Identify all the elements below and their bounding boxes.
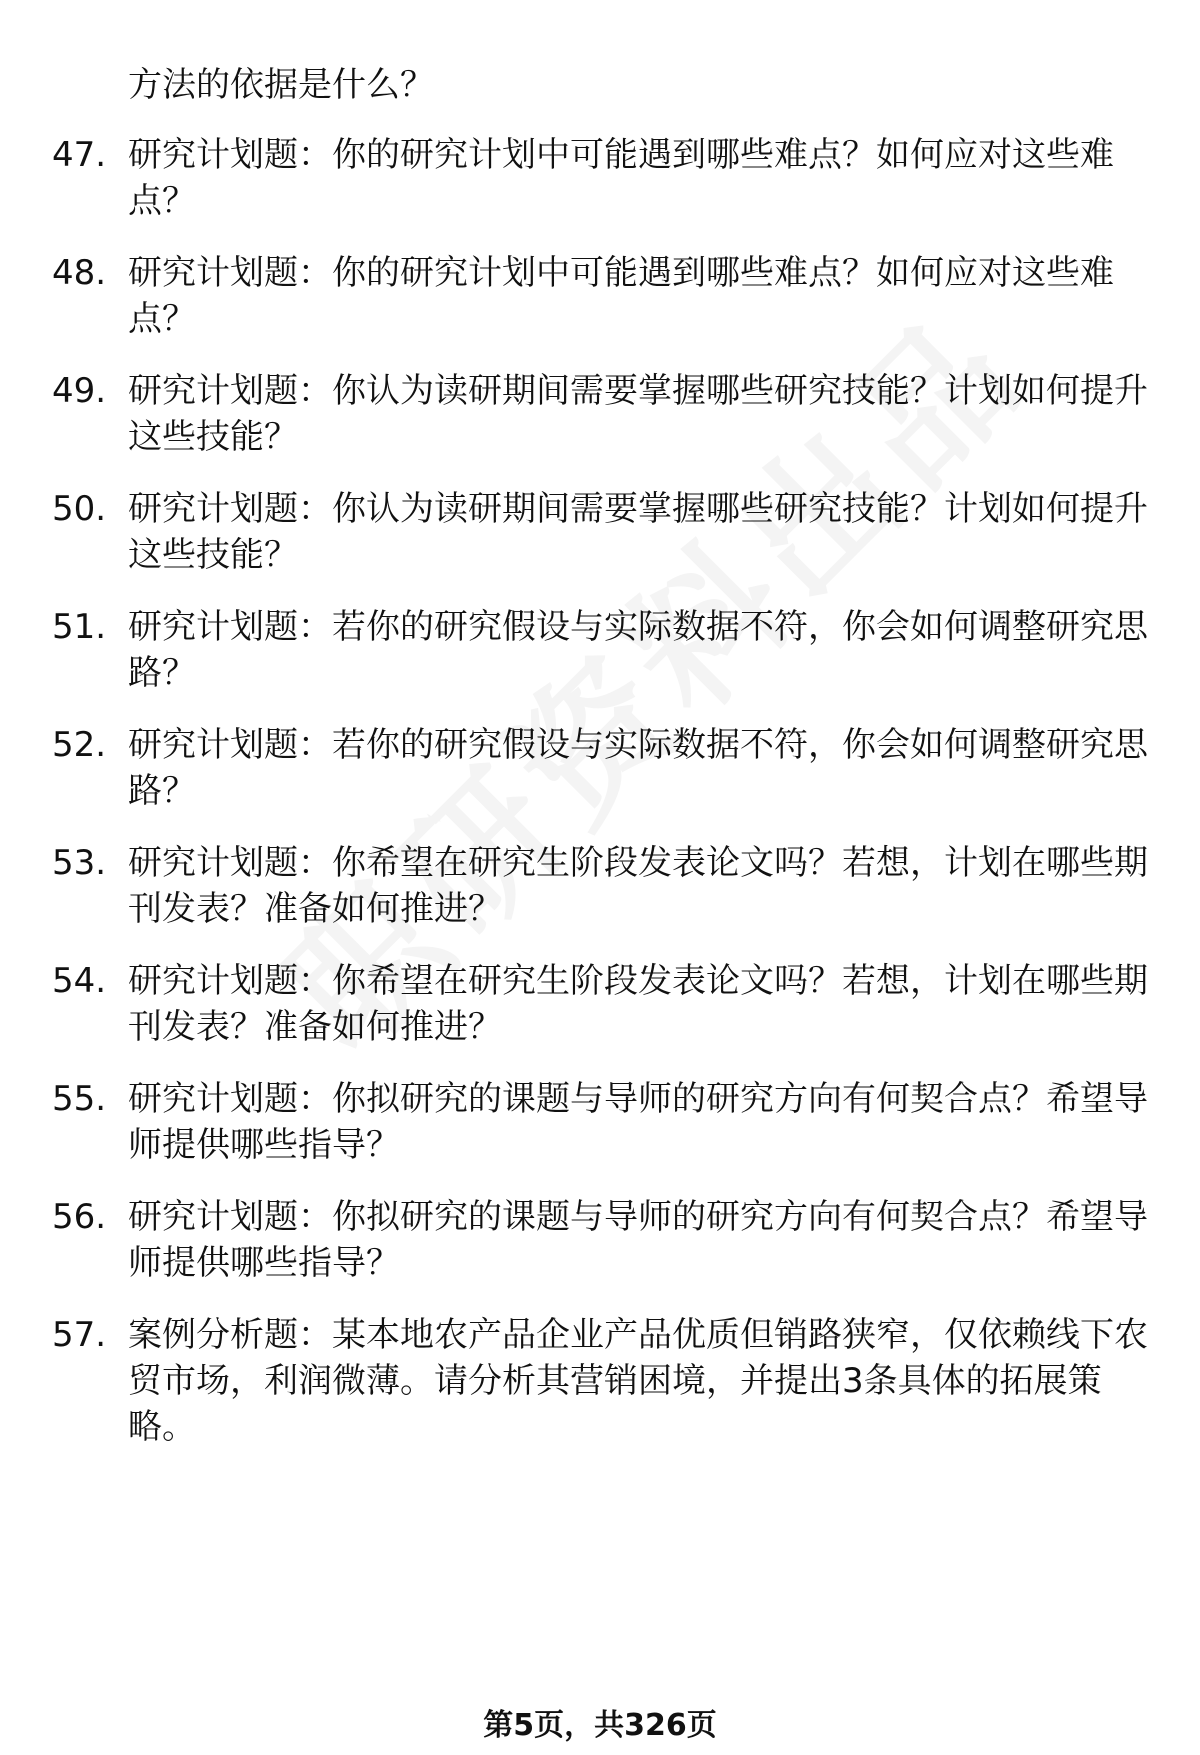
question-text: 研究计划题：你的研究计划中可能遇到哪些难点？如何应对这些难点？ <box>128 253 1114 339</box>
question-text: 研究计划题：你希望在研究生阶段发表论文吗？若想，计划在哪些期刊发表？准备如何推进？ <box>128 961 1148 1047</box>
question-item <box>52 368 1152 460</box>
question-number: 51. <box>52 607 107 647</box>
question-item <box>52 958 1152 1050</box>
question-number: 50. <box>52 489 107 529</box>
question-item <box>52 132 1152 224</box>
question-item <box>52 1194 1152 1286</box>
question-item <box>52 250 1152 342</box>
question-text: 研究计划题：若你的研究假设与实际数据不符，你会如何调整研究思路？ <box>128 725 1148 811</box>
question-text: 研究计划题：你的研究计划中可能遇到哪些难点？如何应对这些难点？ <box>128 135 1114 221</box>
question-item <box>52 1312 1152 1450</box>
question-text: 研究计划题：你拟研究的课题与导师的研究方向有何契合点？希望导师提供哪些指导？ <box>128 1079 1148 1165</box>
question-item <box>52 840 1152 932</box>
question-text: 研究计划题：你希望在研究生阶段发表论文吗？若想，计划在哪些期刊发表？准备如何推进？ <box>128 843 1148 929</box>
question-item <box>52 722 1152 814</box>
question-item <box>52 1076 1152 1168</box>
question-text: 案例分析题：某本地农产品企业产品优质但销路狭窄，仅依赖线下农贸市场，利润微薄。请分析其营销困境，并提出3条具体的拓展策略。 <box>128 1315 1148 1447</box>
continued-question-text: 方法的依据是什么？ <box>128 65 434 105</box>
question-number: 56. <box>52 1197 107 1237</box>
question-text: 研究计划题：若你的研究假设与实际数据不符，你会如何调整研究思路？ <box>128 607 1148 693</box>
question-item <box>52 486 1152 578</box>
question-number: 48. <box>52 253 107 293</box>
question-text: 研究计划题：你认为读研期间需要掌握哪些研究技能？计划如何提升这些技能？ <box>128 489 1148 575</box>
question-text: 研究计划题：你拟研究的课题与导师的研究方向有何契合点？希望导师提供哪些指导？ <box>128 1197 1148 1283</box>
question-number: 55. <box>52 1079 107 1119</box>
question-number: 49. <box>52 371 107 411</box>
question-number: 53. <box>52 843 107 883</box>
question-number: 47. <box>52 135 107 175</box>
question-number: 54. <box>52 961 107 1001</box>
question-number: 57. <box>52 1315 107 1355</box>
question-item <box>52 604 1152 696</box>
question-number: 52. <box>52 725 107 765</box>
page-footer: 第5页，共326页 <box>483 1708 717 1743</box>
question-text: 研究计划题：你认为读研期间需要掌握哪些研究技能？计划如何提升这些技能？ <box>128 371 1148 457</box>
